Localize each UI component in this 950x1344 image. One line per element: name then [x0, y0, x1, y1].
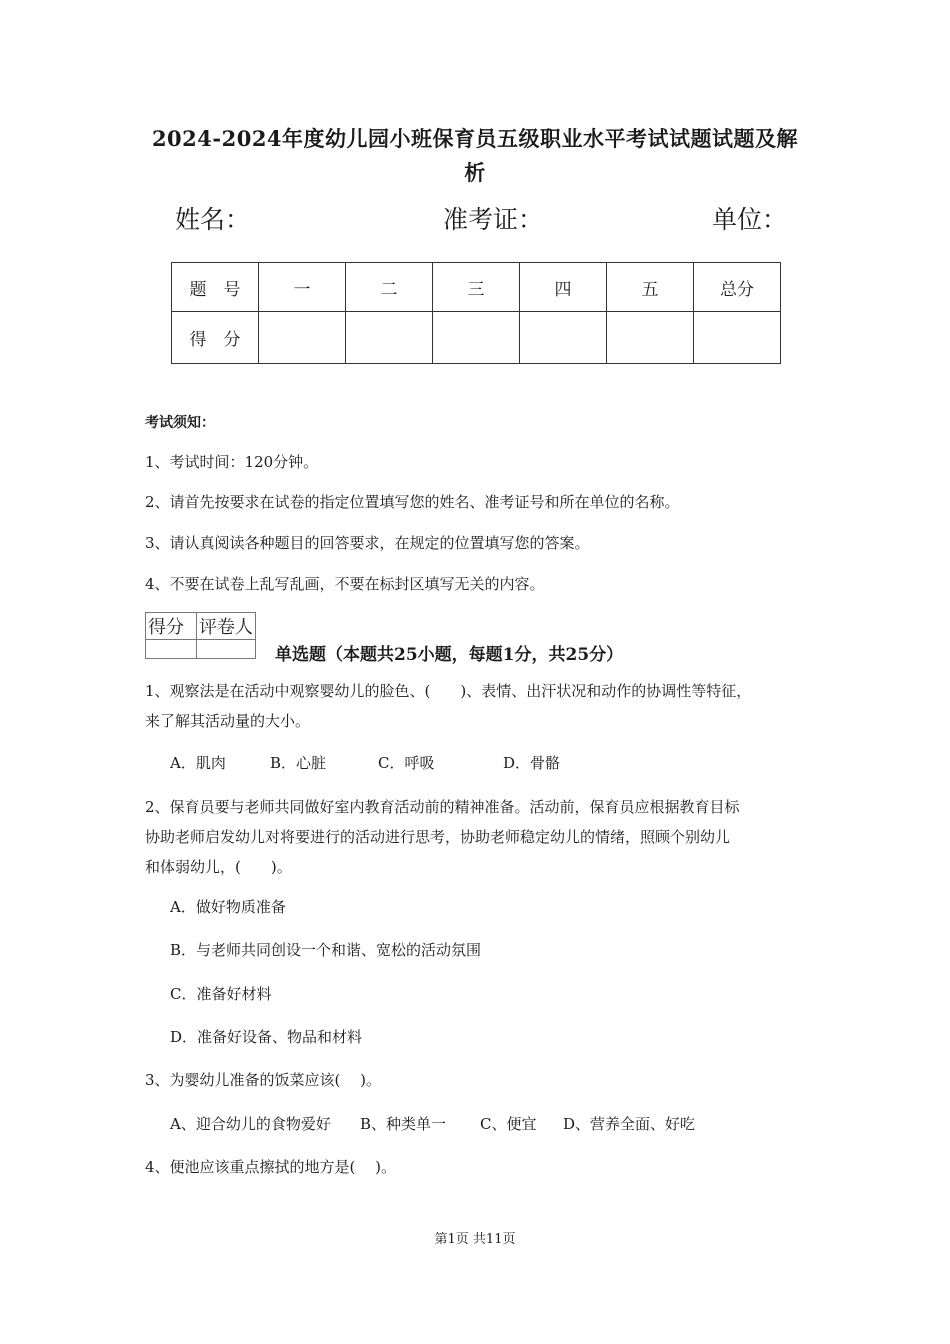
- question-3: 3、为婴幼儿准备的饭菜应该( )。: [145, 1071, 382, 1089]
- section-title: 单选题（本题共25小题，每题1分，共25分）: [275, 645, 624, 665]
- option-b: B．心脏: [270, 754, 327, 772]
- notice-item: 1、考试时间：120分钟。: [145, 453, 319, 471]
- candidate-info: [0, 200, 950, 240]
- question-text: 1、观察法是在活动中观察婴幼儿的脸色、( )、表情、出汗状况和动作的协调性等特征，: [145, 682, 752, 700]
- score-cell[interactable]: [694, 312, 781, 364]
- header-cell: 五: [607, 263, 694, 312]
- score-table: [171, 262, 781, 364]
- option-b: B．与老师共同创设一个和谐、宽松的活动氛围: [170, 941, 482, 959]
- question-2: [145, 792, 825, 882]
- score-cell[interactable]: [259, 312, 346, 364]
- notice-item: 2、请首先按要求在试卷的指定位置填写您的姓名、准考证号和所在单位的名称。: [145, 493, 680, 511]
- header-cell: 三: [433, 263, 520, 312]
- score-cell[interactable]: [433, 312, 520, 364]
- header-cell: 二: [346, 263, 433, 312]
- page-footer: 第1页 共11页: [434, 1232, 516, 1247]
- question-4: 4、便池应该重点擦拭的地方是( )。: [145, 1158, 397, 1176]
- question-text: 来了解其活动量的大小。: [145, 712, 311, 730]
- question-text: 协助老师启发幼儿对将要进行的活动进行思考，协助老师稳定幼儿的情绪，照顾个别幼儿: [145, 828, 731, 846]
- question-1: [145, 676, 825, 736]
- title-line-2: 析: [464, 160, 486, 185]
- score-cell[interactable]: [607, 312, 694, 364]
- unit-label: 单位：: [712, 205, 788, 234]
- header-cell: 一: [259, 263, 346, 312]
- score-cell[interactable]: [520, 312, 607, 364]
- option-c: C．呼吸: [378, 754, 435, 772]
- option-a: A．肌肉: [170, 754, 226, 772]
- option-c: C．准备好材料: [170, 985, 272, 1003]
- score-cell[interactable]: [346, 312, 433, 364]
- score-row-label: 得 分: [172, 312, 259, 364]
- grader-score-label: 得分: [146, 613, 197, 640]
- option-a: A、迎合幼儿的食物爱好: [170, 1115, 331, 1133]
- question-text: 2、保育员要与老师共同做好室内教育活动前的精神准备。活动前，保育员应根据教育目标: [145, 798, 740, 816]
- grader-name-cell[interactable]: [197, 640, 256, 659]
- notice-item: 3、请认真阅读各种题目的回答要求，在规定的位置填写您的答案。: [145, 534, 590, 552]
- header-cell: 总分: [694, 263, 781, 312]
- option-d: D．骨骼: [503, 754, 561, 772]
- option-a: A．做好物质准备: [170, 898, 286, 916]
- name-label: 姓名：: [175, 205, 251, 234]
- score-table-score-row: [172, 312, 781, 364]
- header-cell: 四: [520, 263, 607, 312]
- score-table-header-row: [172, 263, 781, 312]
- option-b: B、种类单一: [360, 1115, 447, 1133]
- header-cell: 题 号: [172, 263, 259, 312]
- grader-box: [145, 612, 256, 659]
- question-text: 和体弱幼儿，( )。: [145, 858, 292, 876]
- title-line-1: 2024-2024年度幼儿园小班保育员五级职业水平考试试题试题及解: [151, 126, 799, 151]
- option-d: D．准备好设备、物品和材料: [170, 1028, 363, 1046]
- notice-item: 4、不要在试卷上乱写乱画，不要在标封区填写无关的内容。: [145, 575, 545, 593]
- grader-name-label: 评卷人: [197, 613, 256, 640]
- option-c: C、便宜: [480, 1115, 537, 1133]
- exam-id-label: 准考证：: [443, 205, 544, 234]
- document-title: [120, 122, 830, 190]
- notice-title: 考试须知：: [145, 415, 215, 431]
- grader-score-cell[interactable]: [146, 640, 197, 659]
- option-d: D、营养全面、好吃: [563, 1115, 696, 1133]
